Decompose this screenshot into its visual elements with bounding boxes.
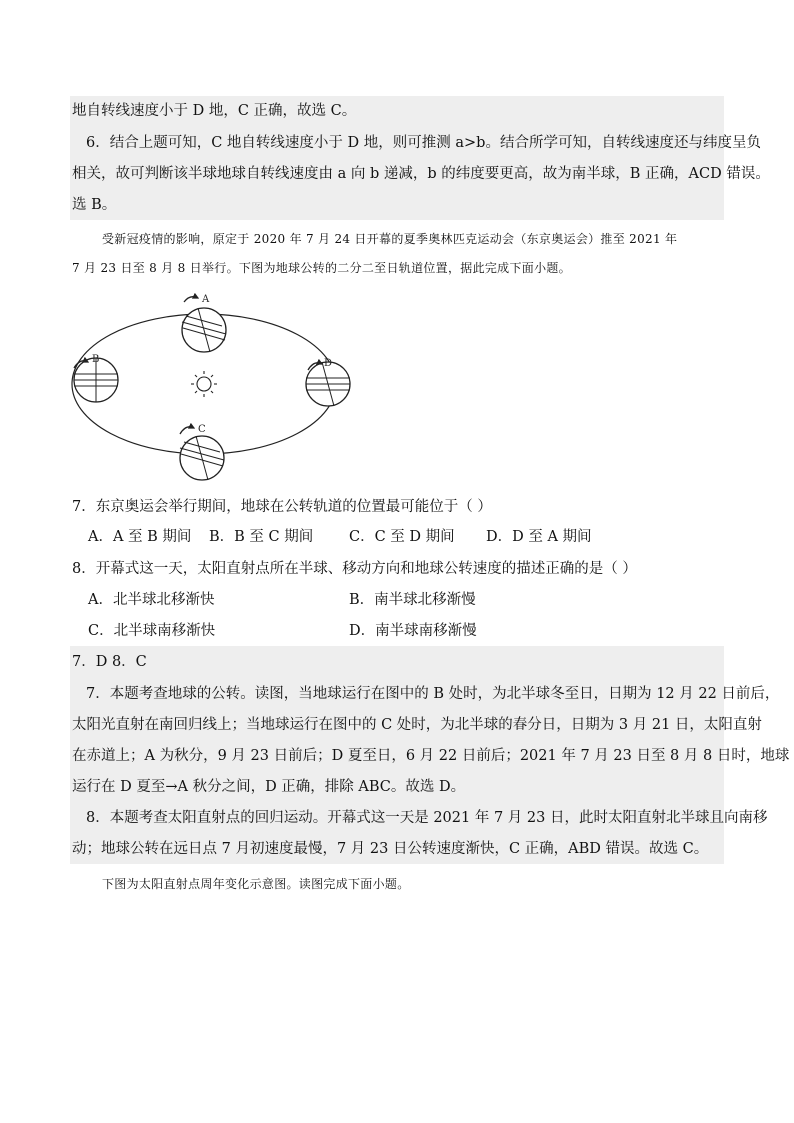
q8-option-a: A．北半球北移渐快 <box>88 592 215 608</box>
label-c: C <box>198 424 206 435</box>
label-a: A <box>202 294 210 305</box>
q8-option-d: D．南半球南移渐慢 <box>349 623 477 639</box>
q8-option-b: B．南半球北移渐慢 <box>349 592 476 608</box>
label-d: D <box>324 358 333 369</box>
q7-explain-line-4: 运行在 D 夏至→A 秋分之间，D 正确，排除 ABC。故选 D。 <box>72 779 466 795</box>
q7-explain-line-2: 太阳光直射在南回归线上；当地球运行在图中的 C 处时，为北半球的春分日，日期为 3 月 21 日，太阳直射 <box>72 717 762 733</box>
q6-explain-line-2: 相关，故可判断该半球地球自转线速度由 a 向 b 递减，b 的纬度要更高，故为南半球，B 正确，ACD 错误。 <box>72 166 770 182</box>
sun-icon <box>191 371 217 397</box>
q7-option-c: C．C 至 D 期间 <box>349 529 455 545</box>
label-b: B <box>92 354 100 365</box>
q6-explain-line-1: 6．结合上题可知，C 地自转线速度小于 D 地，则可推测 a>b。结合所学可知，自转线速度还与纬度呈负 <box>86 135 761 151</box>
q6-explain-line-3: 选 B。 <box>72 197 117 213</box>
prev-answer-line: 地自转线速度小于 D 地，C 正确，故选 C。 <box>72 103 357 119</box>
q8-option-c: C．北半球南移渐快 <box>88 623 216 639</box>
q8-stem: 8．开幕式这一天，太阳直射点所在半球、移动方向和地球公转速度的描述正确的是（ ） <box>72 561 637 577</box>
q8-explain-line-2: 动；地球公转在远日点 7 月初速度最慢，7 月 23 日公转速度渐快，C 正确，ABD 错误。故选 C。 <box>72 841 709 857</box>
answer-key: 7．D 8．C <box>72 654 147 670</box>
q7-explain-line-1: 7．本题考查地球的公转。读图，当地球运行在图中的 B 处时，为北半球冬至日，日期为 12 月 22 日前后， <box>86 686 780 702</box>
intro1-line-2: 7 月 23 日至 8 月 8 日举行。下图为地球公转的二分二至日轨道位置，据此完成下面小题。 <box>72 261 571 275</box>
q7-option-b: B．B 至 C 期间 <box>209 529 314 545</box>
q7-explain-line-3: 在赤道上；A 为秋分，9 月 23 日前后；D 夏至日，6 月 22 日前后；2021 年 7 月 23 日至 8 月 8 日时，地球 <box>72 748 790 764</box>
q7-option-a: A．A 至 B 期间 <box>88 529 192 545</box>
q7-stem: 7．东京奥运会举行期间，地球在公转轨道的位置最可能位于（ ） <box>72 499 492 515</box>
q7-option-d: D．D 至 A 期间 <box>486 529 592 545</box>
intro1-line-1: 受新冠疫情的影响，原定于 2020 年 7 月 24 日开幕的夏季奥林匹克运动会（东京奥运会）推至 2021 年 <box>102 232 678 246</box>
intro2-text: 下图为太阳直射点周年变化示意图。读图完成下面小题。 <box>102 877 410 891</box>
orbit-diagram <box>62 288 362 488</box>
q8-explain-line-1: 8．本题考查太阳直射点的回归运动。开幕式这一天是 2021 年 7 月 23 日，此时太阳直射北半球且向南移 <box>86 810 768 826</box>
